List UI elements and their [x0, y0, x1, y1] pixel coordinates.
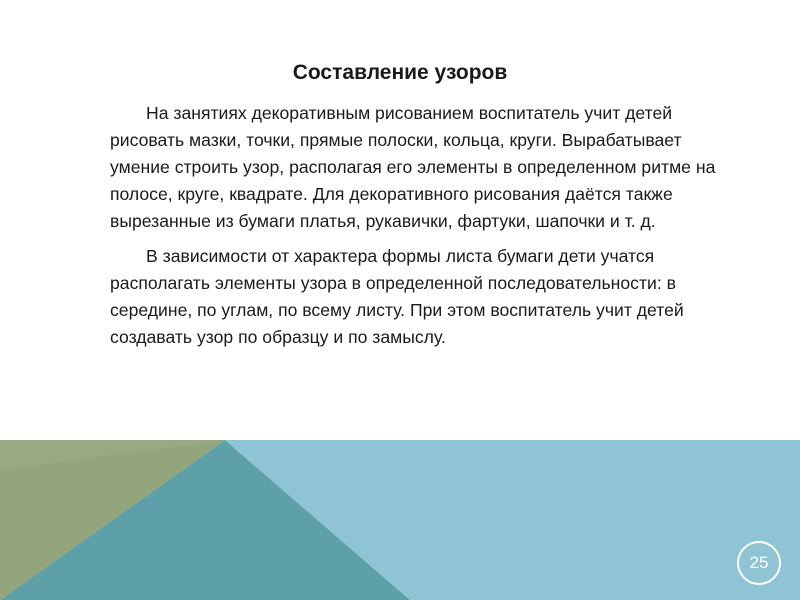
paragraph: На занятиях декоративным рисованием воспитатель учит детей рисовать мазки, точки, прямые полоски, кольца, круги. Вырабатывает умение строить узор, располагая его элементы в определенном ритме на полосе, круге, квадрате. Для декоративного рисования даётся также вырезанные из бумаги платья, рукавички, фартуки, шапочки и т. д.: [110, 103, 716, 231]
page-number-badge: 25: [737, 541, 781, 585]
slide-body: [110, 100, 740, 359]
paragraph: В зависимости от характера формы листа бумаги дети учатся располагать элементы узора в определенной последовательности: в середине, по углам, по всему листу. При этом воспитатель учит детей создавать узор по образцу и по замыслу.: [110, 246, 684, 347]
slide-title: Составление узоров: [292, 61, 508, 84]
